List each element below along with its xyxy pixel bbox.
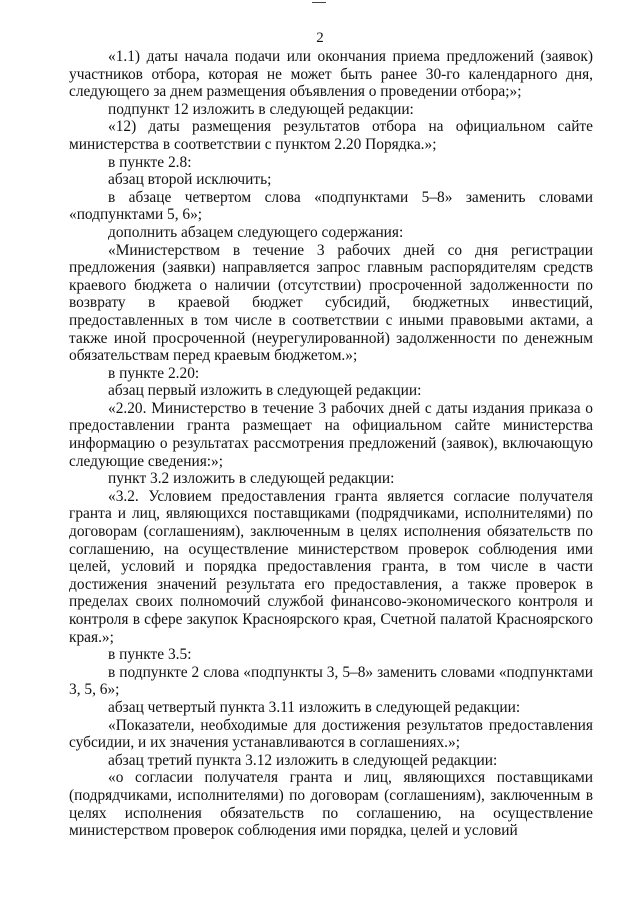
paragraph: абзац третий пункта 3.12 изложить в следующей редакции: bbox=[108, 751, 498, 769]
paragraph: дополнить абзацем следующего содержания: bbox=[108, 223, 404, 241]
paragraph: «Показатели, необходимые для достижения результатов предоставления субсидии, и их значения устанавливаются в соглашениях.»; bbox=[69, 716, 593, 752]
paragraph: в пункте 2.8: bbox=[108, 153, 192, 171]
paragraph: абзац второй исключить; bbox=[108, 171, 272, 189]
document-body bbox=[69, 48, 593, 840]
paragraph: в пункте 3.5: bbox=[108, 646, 192, 664]
paragraph: «о согласии получателя гранта и лиц, являющихся поставщиками (подрядчиками, исполнителями) по договорам (соглашениям), заключенным в целях исполнения обязательств по соглашению, на осуществление министерством проверок соблюдения ими порядка, целей и условий bbox=[69, 769, 593, 840]
paragraph: подпункт 12 изложить в следующей редакции: bbox=[108, 100, 414, 118]
paragraph: в абзаце четвертом слова «подпунктами 5–8» заменить словами «подпунктами 5, 6»; bbox=[69, 188, 593, 224]
paragraph: «12) даты размещения результатов отбора на официальном сайте министерства в соответствии с пунктом 2.20 Порядка.»; bbox=[69, 118, 593, 153]
paragraph: «1.1) даты начала подачи или окончания приема предложений (заявок) участников отбора, которая не может быть ранее 30-го календарного дня, следующего за днем размещения объявления о проведении отбора;»; bbox=[69, 48, 593, 101]
paragraph: пункт 3.2 изложить в следующей редакции: bbox=[108, 470, 395, 488]
paragraph: «Министерством в течение 3 рабочих дней со дня регистрации предложения (заявки) направляется запрос главным распорядителям средств краевого бюджета о наличии (отсутствии) просроченной задолженности по возврату в краевой бюджет субсидий, бюджетных инвестиций, предоставленных в том числе в соответствии с иными правовыми актами, а также иной просроченной (неурегулированной) задолженности по денежным обязательствам перед краевым бюджетом.»; bbox=[69, 241, 593, 365]
paragraph: в подпункте 2 слова «подпункты 3, 5–8» заменить словами «подпунктами 3, 5, 6»; bbox=[69, 663, 593, 699]
page-number: 2 bbox=[316, 30, 324, 46]
top-mark bbox=[312, 2, 326, 3]
paragraph: «2.20. Министерство в течение 3 рабочих дней с даты издания приказа о предоставлении гранта размещает на официальном сайте министерства информацию о результатах рассмотрения предложений (заявок), включающую следующие сведения:»; bbox=[69, 399, 593, 470]
paragraph: «3.2. Условием предоставления гранта является согласие получателя гранта и лиц, являющихся поставщиками (подрядчиками, исполнителями) по договорам (соглашениям), заключенным в целях исполнения обязательств по соглашению, на осуществление министерством проверок соблюдения ими целей, условий и порядка предоставления гранта, в том числе в части достижения значений результата его предоставления, а также проверок в пределах своих полномочий службой финансово-экономического контроля и контроля в сфере закупок Красноярского края, Счетной палатой Красноярского края.»; bbox=[69, 487, 593, 646]
paragraph: абзац первый изложить в следующей редакции: bbox=[108, 382, 422, 400]
paragraph: в пункте 2.20: bbox=[108, 364, 200, 382]
paragraph: абзац четвертый пункта 3.11 изложить в следующей редакции: bbox=[108, 698, 521, 716]
